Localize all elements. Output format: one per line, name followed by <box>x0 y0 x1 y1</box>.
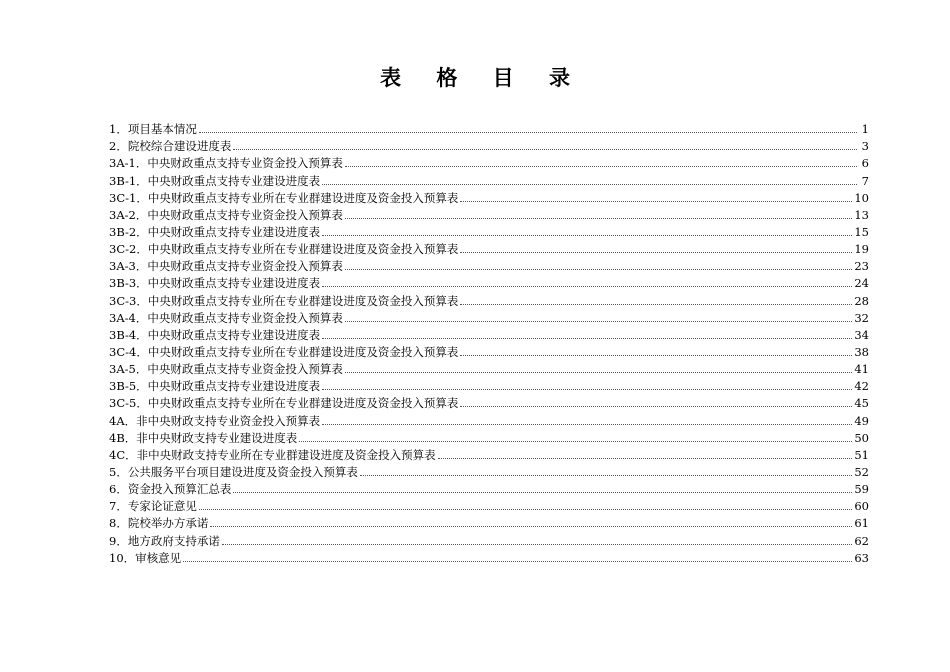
toc-entry[interactable] <box>109 393 869 410</box>
toc-entry-page-number: 61 <box>854 516 869 531</box>
toc-entry-page-number: 15 <box>854 224 869 239</box>
toc-entry-title: 4A．非中央财政支持专业资金投入预算表 <box>109 413 321 428</box>
toc-entry[interactable] <box>109 222 869 239</box>
toc-entry-page-number: 62 <box>854 533 869 548</box>
toc-entry-title: 3B-5．中央财政重点支持专业建设进度表 <box>109 379 321 394</box>
toc-entry-page-number: 49 <box>854 413 869 428</box>
toc-entry-title: 3C-4．中央财政重点支持专业所在专业群建设进度及资金投入预算表 <box>109 344 459 359</box>
toc-entry-title: 3A-4．中央财政重点支持专业资金投入预算表 <box>109 310 343 325</box>
toc-entry-page-number: 45 <box>854 396 869 411</box>
dot-leader <box>360 475 853 476</box>
toc-entry[interactable] <box>109 170 869 187</box>
toc-entry-title: 3B-4．中央财政重点支持专业建设进度表 <box>109 327 321 342</box>
toc-entry[interactable] <box>109 205 869 222</box>
toc-entry-title: 4B．非中央财政支持专业建设进度表 <box>109 430 298 445</box>
toc-entry-title: 2．院校综合建设进度表 <box>109 139 232 154</box>
toc-entry-title: 3C-1．中央财政重点支持专业所在专业群建设进度及资金投入预算表 <box>109 190 459 205</box>
toc-entry-page-number: 63 <box>854 550 869 565</box>
toc-entry-page-number: 23 <box>854 259 869 274</box>
toc-entry-title: 3A-3．中央财政重点支持专业资金投入预算表 <box>109 259 343 274</box>
dot-leader <box>322 389 852 390</box>
toc-entry[interactable] <box>109 548 869 565</box>
toc-entry-page-number: 60 <box>854 499 869 514</box>
toc-entry[interactable] <box>109 136 869 153</box>
toc-entry-page-number: 59 <box>854 482 869 497</box>
toc-entry[interactable] <box>109 290 869 307</box>
dot-leader <box>345 321 853 322</box>
toc-entry-page-number: 38 <box>854 344 869 359</box>
toc-entry-title: 7．专家论证意见 <box>109 499 197 514</box>
toc-entry-page-number: 32 <box>854 310 869 325</box>
toc-entry[interactable] <box>109 239 869 256</box>
toc-entry[interactable] <box>109 479 869 496</box>
dot-leader <box>345 218 853 219</box>
dot-leader <box>199 509 853 510</box>
toc-entry[interactable] <box>109 273 869 290</box>
dot-leader <box>322 424 852 425</box>
toc-entry-page-number: 42 <box>854 379 869 394</box>
dot-leader <box>210 526 852 527</box>
dot-leader <box>460 406 852 407</box>
toc-entry-page-number: 24 <box>854 276 869 291</box>
dot-leader <box>460 201 852 202</box>
toc-entry[interactable] <box>109 410 869 427</box>
toc-entry-title: 9．地方政府支持承诺 <box>109 533 220 548</box>
toc-entry[interactable] <box>109 496 869 513</box>
toc-entry-page-number: 41 <box>854 362 869 377</box>
toc-entry[interactable] <box>109 325 869 342</box>
toc-entry-page-number: 50 <box>854 430 869 445</box>
dot-leader <box>233 492 852 493</box>
toc-entry-title: 3A-5．中央财政重点支持专业资金投入预算表 <box>109 362 343 377</box>
page-title: 表 格 目 录 <box>380 66 584 90</box>
toc-entry[interactable] <box>109 153 869 170</box>
dot-leader <box>345 166 857 167</box>
toc-entry[interactable] <box>109 342 869 359</box>
toc-entry-page-number: 1 <box>861 122 869 137</box>
dot-leader <box>222 544 853 545</box>
toc-entry[interactable] <box>109 359 869 376</box>
dot-leader <box>460 304 852 305</box>
toc-entry-page-number: 3 <box>861 139 869 154</box>
toc-entry-page-number: 52 <box>854 464 869 479</box>
toc-entry-page-number: 7 <box>861 173 869 188</box>
toc-entry[interactable] <box>109 308 869 325</box>
toc-entry-title: 5．公共服务平台项目建设进度及资金投入预算表 <box>109 464 358 479</box>
toc-entry-title: 4C．非中央财政支持专业所在专业群建设进度及资金投入预算表 <box>109 447 436 462</box>
toc-entry-title: 3C-2．中央财政重点支持专业所在专业群建设进度及资金投入预算表 <box>109 242 459 257</box>
dot-leader <box>345 269 853 270</box>
toc-entry-title: 10．审核意见 <box>109 550 182 565</box>
toc-entry-title: 3A-1．中央财政重点支持专业资金投入预算表 <box>109 156 343 171</box>
dot-leader <box>345 372 853 373</box>
dot-leader <box>322 235 852 236</box>
toc-entry[interactable] <box>109 376 869 393</box>
toc-entry[interactable] <box>109 256 869 273</box>
toc-entry-title: 1．项目基本情况 <box>109 122 197 137</box>
toc-entry-title: 3B-2．中央财政重点支持专业建设进度表 <box>109 224 321 239</box>
toc-entry-title: 6．资金投入预算汇总表 <box>109 482 232 497</box>
toc-entry[interactable] <box>109 530 869 547</box>
toc-entry[interactable] <box>109 513 869 530</box>
toc-entry-title: 3B-3．中央财政重点支持专业建设进度表 <box>109 276 321 291</box>
dot-leader <box>299 441 852 442</box>
dot-leader <box>183 561 852 562</box>
toc-entry-page-number: 6 <box>861 156 869 171</box>
dot-leader <box>438 458 853 459</box>
table-of-contents <box>109 119 869 565</box>
toc-entry-page-number: 51 <box>854 447 869 462</box>
toc-entry-page-number: 13 <box>854 207 869 222</box>
toc-entry-page-number: 10 <box>854 190 869 205</box>
toc-entry[interactable] <box>109 428 869 445</box>
dot-leader <box>460 252 852 253</box>
toc-entry[interactable] <box>109 445 869 462</box>
dot-leader <box>199 132 857 133</box>
dot-leader <box>322 338 852 339</box>
toc-entry-title: 3C-3．中央财政重点支持专业所在专业群建设进度及资金投入预算表 <box>109 293 459 308</box>
toc-entry[interactable] <box>109 119 869 136</box>
toc-entry-page-number: 19 <box>854 242 869 257</box>
dot-leader <box>460 355 852 356</box>
dot-leader <box>233 149 857 150</box>
toc-entry-title: 3A-2．中央财政重点支持专业资金投入预算表 <box>109 207 343 222</box>
toc-entry-title: 3B-1．中央财政重点支持专业建设进度表 <box>109 173 321 188</box>
toc-entry-page-number: 34 <box>854 327 869 342</box>
toc-entry[interactable] <box>109 188 869 205</box>
toc-entry-page-number: 28 <box>854 293 869 308</box>
toc-entry-title: 8．院校举办方承诺 <box>109 516 209 531</box>
toc-entry[interactable] <box>109 462 869 479</box>
dot-leader <box>322 184 857 185</box>
dot-leader <box>322 286 852 287</box>
toc-entry-title: 3C-5．中央财政重点支持专业所在专业群建设进度及资金投入预算表 <box>109 396 459 411</box>
